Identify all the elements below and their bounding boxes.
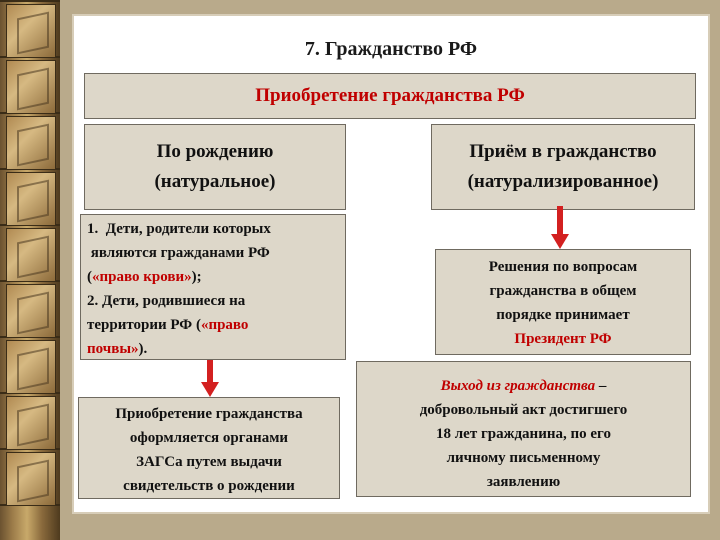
rule-2-line-1: 2. Дети, родившиеся на xyxy=(87,293,246,309)
border-ornament xyxy=(6,60,56,114)
rule-1-line-1 xyxy=(87,217,339,241)
border-ornament xyxy=(6,116,56,170)
rule-1-number: 1. xyxy=(87,221,99,237)
soil-right-term: «право xyxy=(200,317,249,333)
border-ornament xyxy=(6,172,56,226)
border-ornament xyxy=(6,396,56,450)
decorative-border xyxy=(0,0,60,540)
slide-frame xyxy=(60,0,720,540)
birth-branch-box xyxy=(84,124,346,210)
naturalization-branch-title: Приём в гражданство xyxy=(469,141,657,162)
border-ornament xyxy=(6,284,56,338)
soil-right-term-cont: почвы» xyxy=(87,341,139,357)
blood-right-term: «право крови» xyxy=(92,269,192,285)
birth-rules-box xyxy=(80,214,346,360)
birth-branch-title: По рождению xyxy=(156,141,274,162)
border-ornament xyxy=(6,4,56,58)
rule-1-line-2: являются гражданами РФ xyxy=(90,245,270,261)
slide-content xyxy=(72,14,710,514)
naturalization-branch-subtitle: (натурализированное) xyxy=(467,171,659,192)
border-ornament xyxy=(6,340,56,394)
president-decision-box: Решения по вопросам гражданства в общем порядке принимает Президент РФ xyxy=(435,249,691,355)
rule-2-line-2: территории РФ («право xyxy=(87,317,249,333)
citizenship-exit-box: Выход из гражданства – добровольный акт достигшего 18 лет гражданина, по его личному письменному заявлению xyxy=(356,361,691,497)
birth-branch-subtitle: (натуральное) xyxy=(154,171,276,192)
rule-1-line-3: («право крови»); xyxy=(87,269,202,285)
zags-box: Приобретение гражданства оформляется органами ЗАГСа путем выдачи свидетельств о рождении xyxy=(78,397,340,499)
border-ornament xyxy=(6,452,56,506)
header-box: Приобретение гражданства РФ xyxy=(84,73,696,119)
arrow-down-icon xyxy=(550,206,570,250)
president-label: Президент РФ xyxy=(514,331,612,347)
border-ornament xyxy=(6,228,56,282)
arrow-down-icon xyxy=(200,360,220,398)
naturalization-branch-box xyxy=(431,124,695,210)
exit-term: Выход из гражданства xyxy=(440,378,596,394)
rule-1-text: Дети, родители которых xyxy=(105,221,271,237)
rule-2-line-3: почвы»). xyxy=(87,341,148,357)
slide-title: 7. Гражданство РФ xyxy=(304,38,478,60)
